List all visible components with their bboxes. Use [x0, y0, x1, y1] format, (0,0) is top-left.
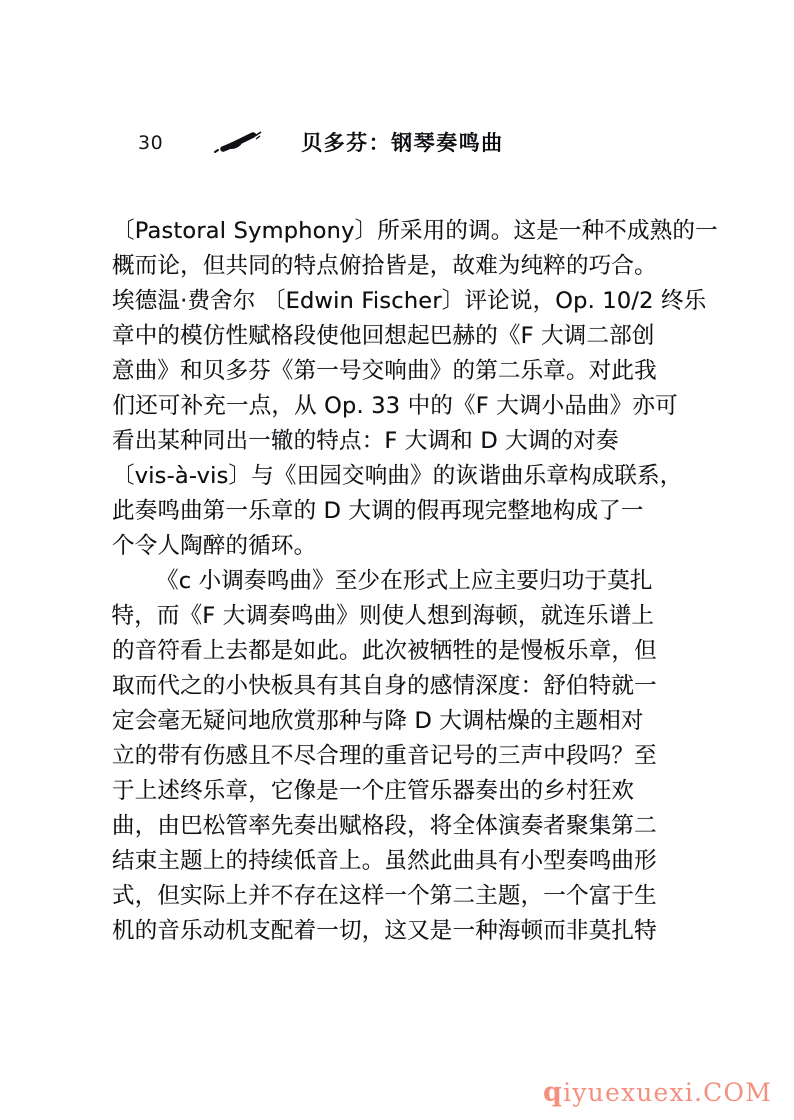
text-line: 个令人陶醉的循环。 [112, 533, 317, 559]
text-line: 特，而《F 大调奏鸣曲》则使人想到海顿，就连乐谱上 [111, 603, 655, 629]
text-line: 〔vis-à-vis〕与《田园交响曲》的诙谐曲乐章构成联系， [112, 463, 683, 489]
text-line: 式，但实际上并不存在这样一个第二主题，一个富于生 [112, 883, 657, 909]
text-line: 定会毫无疑问地欣赏那种与降 D 大调枯燥的主题相对 [112, 708, 644, 734]
text-line: 取而代之的小快板具有其自身的感情深度：舒伯特就一 [112, 673, 657, 699]
site-watermark [543, 1079, 772, 1106]
page-number: 30 [138, 131, 164, 154]
text-line: 此奏鸣曲第一乐章的 D 大调的假再现完整地构成了一 [112, 498, 644, 524]
text-line: 的音符看上去都是如此。此次被牺牲的是慢板乐章，但 [112, 638, 657, 664]
text-line: 《c 小调奏鸣曲》至少在形式上应主要归功于莫扎 [156, 568, 653, 594]
text-line: 机的音乐动机支配着一切，这又是一种海顿而非莫扎特 [112, 918, 657, 944]
text-line: 曲，由巴松管率先奏出赋格段，将全体演奏者聚集第二 [112, 813, 657, 839]
page-body-text [111, 214, 718, 949]
text-line: 看出某种同出一辙的特点：F 大调和 D 大调的对奏 [112, 428, 619, 454]
text-line: 于上述终乐章，它像是一个庄管乐器奏出的乡村狂欢 [112, 778, 635, 804]
text-line: 意曲》和贝多芬《第一号交响曲》的第二乐章。对此我 [112, 358, 657, 384]
text-line: 们还可补充一点，从 Op. 33 中的《F 大调小品曲》亦可 [112, 393, 678, 419]
text-line: 结束主题上的持续低音上。虽然此曲具有小型奏鸣曲形 [112, 848, 657, 874]
text-line: 立的带有伤感且不尽合理的重音记号的三声中段吗？至 [112, 743, 657, 769]
watermark-text: iyuexuexi.COM [563, 1078, 772, 1107]
running-head-title: 贝多芬：钢琴奏鸣曲 [301, 130, 504, 155]
text-line: 概而论，但共同的特点俯拾皆是，故难为纯粹的巧合。 [112, 253, 657, 279]
text-line: 〔Pastoral Symphony〕所采用的调。这是一种不成熟的一 [112, 218, 718, 244]
running-head [0, 126, 794, 160]
watermark-lead-letter: q [543, 1077, 564, 1108]
flourish-ornament-icon [211, 130, 271, 156]
text-line: 章中的模仿性赋格段使他回想起巴赫的《F 大调二部创 [112, 323, 655, 349]
text-line: 埃德温·费舍尔 〔Edwin Fischer〕评论说，Op. 10/2 终乐 [112, 288, 707, 314]
